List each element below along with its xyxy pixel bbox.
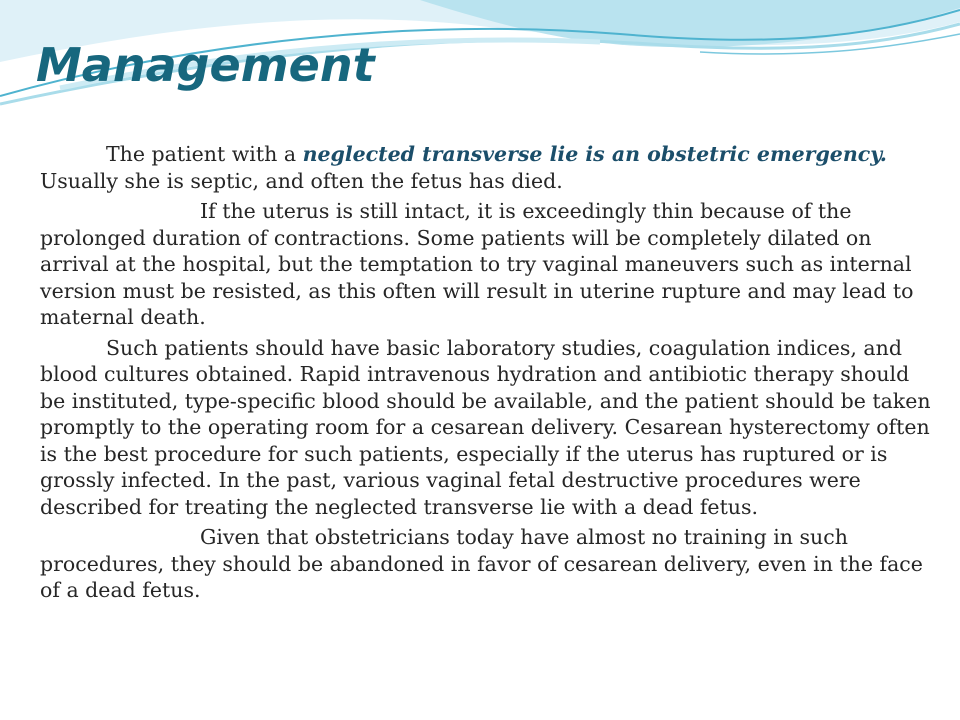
- slide-title: Management: [36, 38, 375, 92]
- paragraph-1-rest: Usually she is septic, and often the fetus has died.: [40, 168, 563, 193]
- paragraph-2: If the uterus is still intact, it is exceedingly thin because of the prolonged duration of contractions. Some patients will be completely dilated on arrival at the hospital, but the temptation to try vaginal maneuvers such as internal version must be resisted, as this often will result in uterine rupture and may lead to maternal death.: [40, 199, 914, 329]
- paragraph-1-emphasis: neglected transverse lie is an obstetric emergency.: [302, 142, 887, 166]
- paragraph-1-lead: The patient with a: [106, 142, 303, 166]
- paragraph-4: Given that obstetricians today have almost no training in such procedures, they should be abandoned in favor of cesarean delivery, even in the face of a dead fetus.: [40, 525, 923, 602]
- paragraph-3: Such patients should have basic laboratory studies, coagulation indices, and blood cultures obtained. Rapid intravenous hydration and antibiotic therapy should be instituted, type-specific blood should be available, and the patient should be taken promptly to the operating room for a cesarean delivery. Cesarean hysterectomy often is the best procedure for such patients, especially if the uterus has ruptured or is grossly infected. In the past, various vaginal fetal destructive procedures were described for treating the neglected transverse lie with a dead fetus.: [40, 335, 931, 519]
- paragraph-1: [40, 141, 940, 194]
- slide-body: [40, 141, 940, 608]
